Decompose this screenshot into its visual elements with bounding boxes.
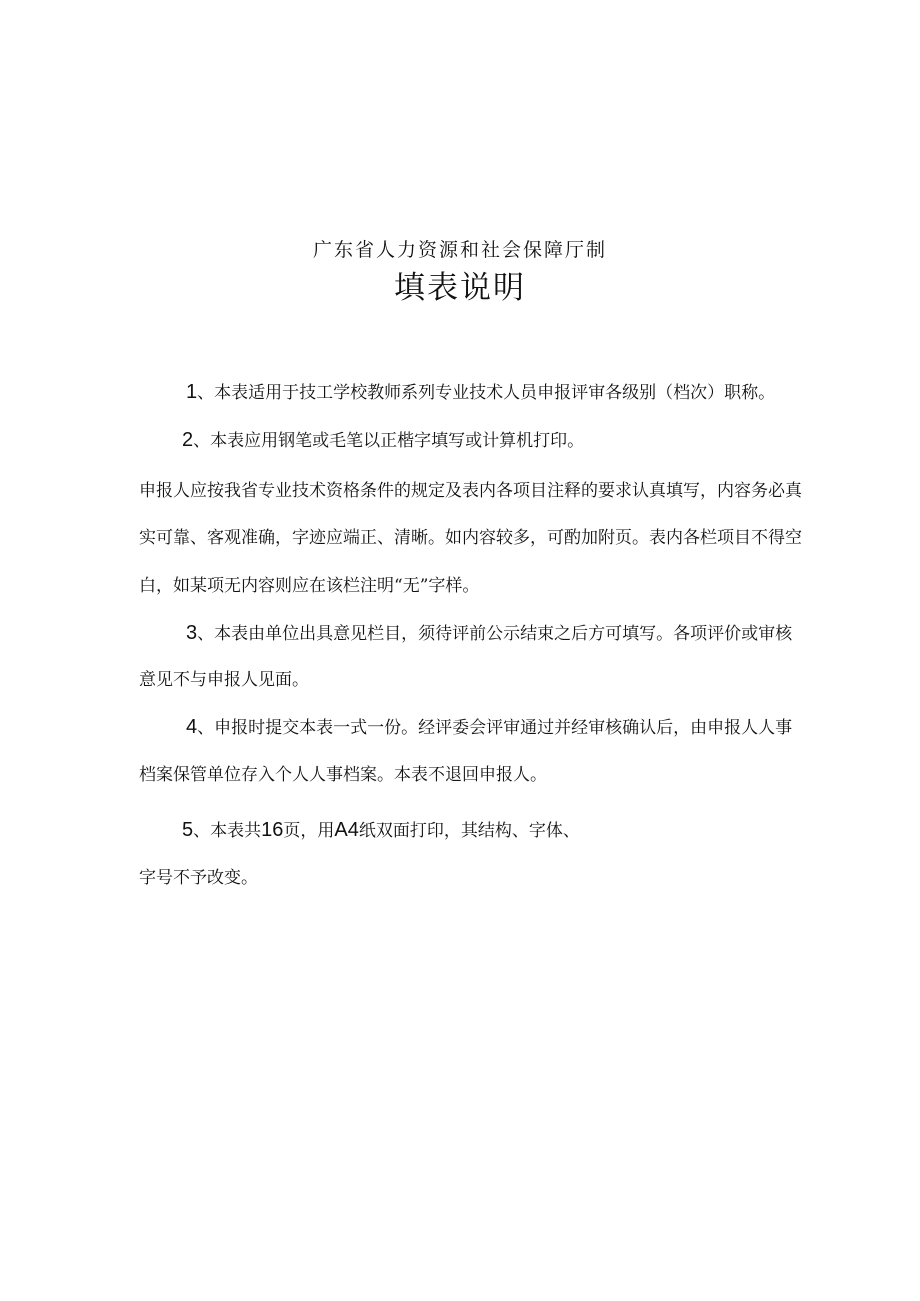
instruction-number: 2 (182, 429, 194, 451)
instruction-text: 、本表应用钢笔或毛笔以正楷字填写或计算机打印。 (193, 431, 585, 451)
instruction-text: 、本表共 (193, 821, 262, 841)
instruction-text: 、本表适用于技工学校教师系列专业技术人员申报评审各级别（档次）职称。 (197, 383, 776, 403)
page-count: 16 (261, 819, 284, 841)
instruction-4 (186, 714, 792, 741)
instruction-5 (182, 817, 580, 844)
instruction-2 (182, 427, 584, 454)
instruction-2-continuation: 白，如某项无内容则应在该栏注明“无”字样。 (139, 576, 480, 596)
instruction-number: 1 (186, 381, 198, 403)
instruction-2-continuation: 实可靠、客观准确，字迹应端正、清晰。如内容较多，可酌加附页。表内各栏项目不得空 (139, 528, 802, 548)
instruction-4-continuation: 档案保管单位存入个人人事档案。本表不退回申报人。 (139, 765, 547, 785)
instruction-text: 页，用 (283, 821, 335, 841)
instruction-2-continuation: 申报人应按我省专业技术资格条件的规定及表内各项目注释的要求认真填写，内容务必真 (139, 481, 802, 501)
instruction-number: 5 (182, 819, 194, 841)
instruction-3-continuation: 意见不与申报人见面。 (139, 670, 309, 690)
instruction-5-continuation: 字号不予改变。 (139, 868, 258, 888)
page-title: 填表说明 (394, 270, 526, 306)
instruction-3 (186, 620, 792, 647)
paper-size: A4 (334, 819, 359, 841)
instruction-1 (186, 379, 775, 406)
instruction-text: 纸双面打印，其结构、字体、 (358, 821, 580, 841)
instruction-text: 、申报时提交本表一式一份。经评委会评审通过并经审核确认后，由申报人人事 (197, 718, 793, 738)
instruction-number: 3 (186, 622, 198, 644)
instruction-text: 、本表由单位出具意见栏目，须待评前公示结束之后方可填写。各项评价或审核 (197, 624, 793, 644)
instruction-number: 4 (186, 716, 198, 738)
issuer-line: 广东省人力资源和社会保障厅制 (312, 239, 607, 261)
